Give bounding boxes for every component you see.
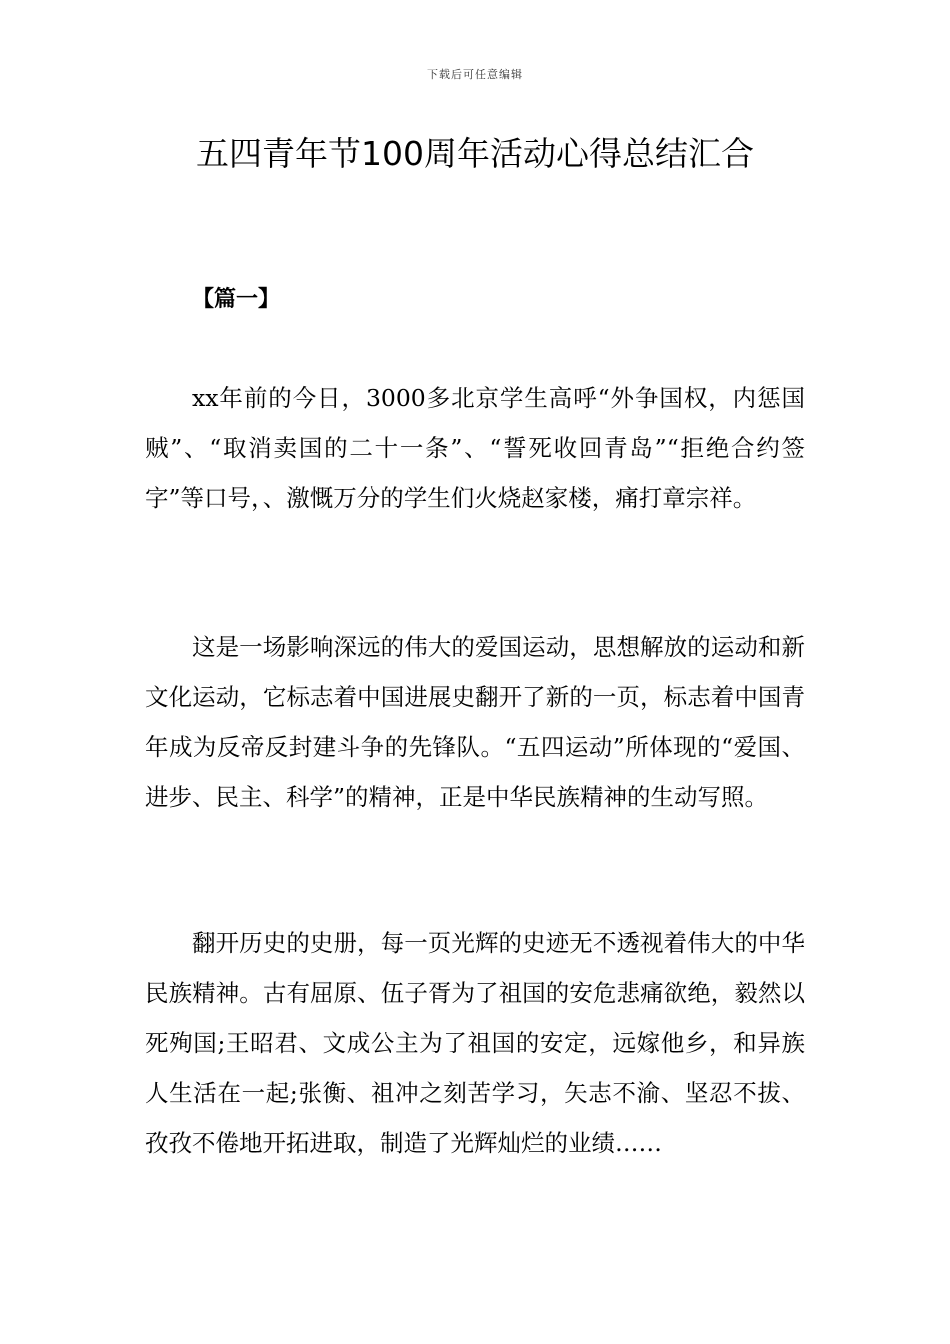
paragraph-2: 这是一场影响深远的伟大的爱国运动，思想解放的运动和新文化运动，它标志着中国进展史翻开了新的一页，标志着中国青年成为反帝反封建斗争的先锋队。“五四运动”所体现的“爱国、进步、民主、科学”的精神，正是中华民族精神的生动写照。 xyxy=(145,633,805,811)
document-title: 五四青年节100周年活动心得总结汇合 xyxy=(196,134,754,173)
paragraph-1: xx年前的今日，3000多北京学生高呼“外争国权，内惩国贼”、“取消卖国的二十一条”、“誓死收回青岛”“拒绝合约签字”等口号，、激慨万分的学生们火烧赵家楼，痛打章宗祥。 xyxy=(145,384,805,512)
section-label: 【篇一】 xyxy=(192,287,281,312)
header-note: 下载后可任意编辑 xyxy=(427,68,523,81)
paragraph-3: 翻开历史的史册，每一页光辉的史迹无不透视着伟大的中华民族精神。古有屈原、伍子胥为了祖国的安危悲痛欲绝，毅然以死殉国;王昭君、文成公主为了祖国的安定，远嫁他乡，和异族人生活在一起;张衡、祖冲之刻苦学习，矢志不渝、坚忍不拔、孜孜不倦地开拓进取，制造了光辉灿烂的业绩…… xyxy=(145,929,805,1157)
